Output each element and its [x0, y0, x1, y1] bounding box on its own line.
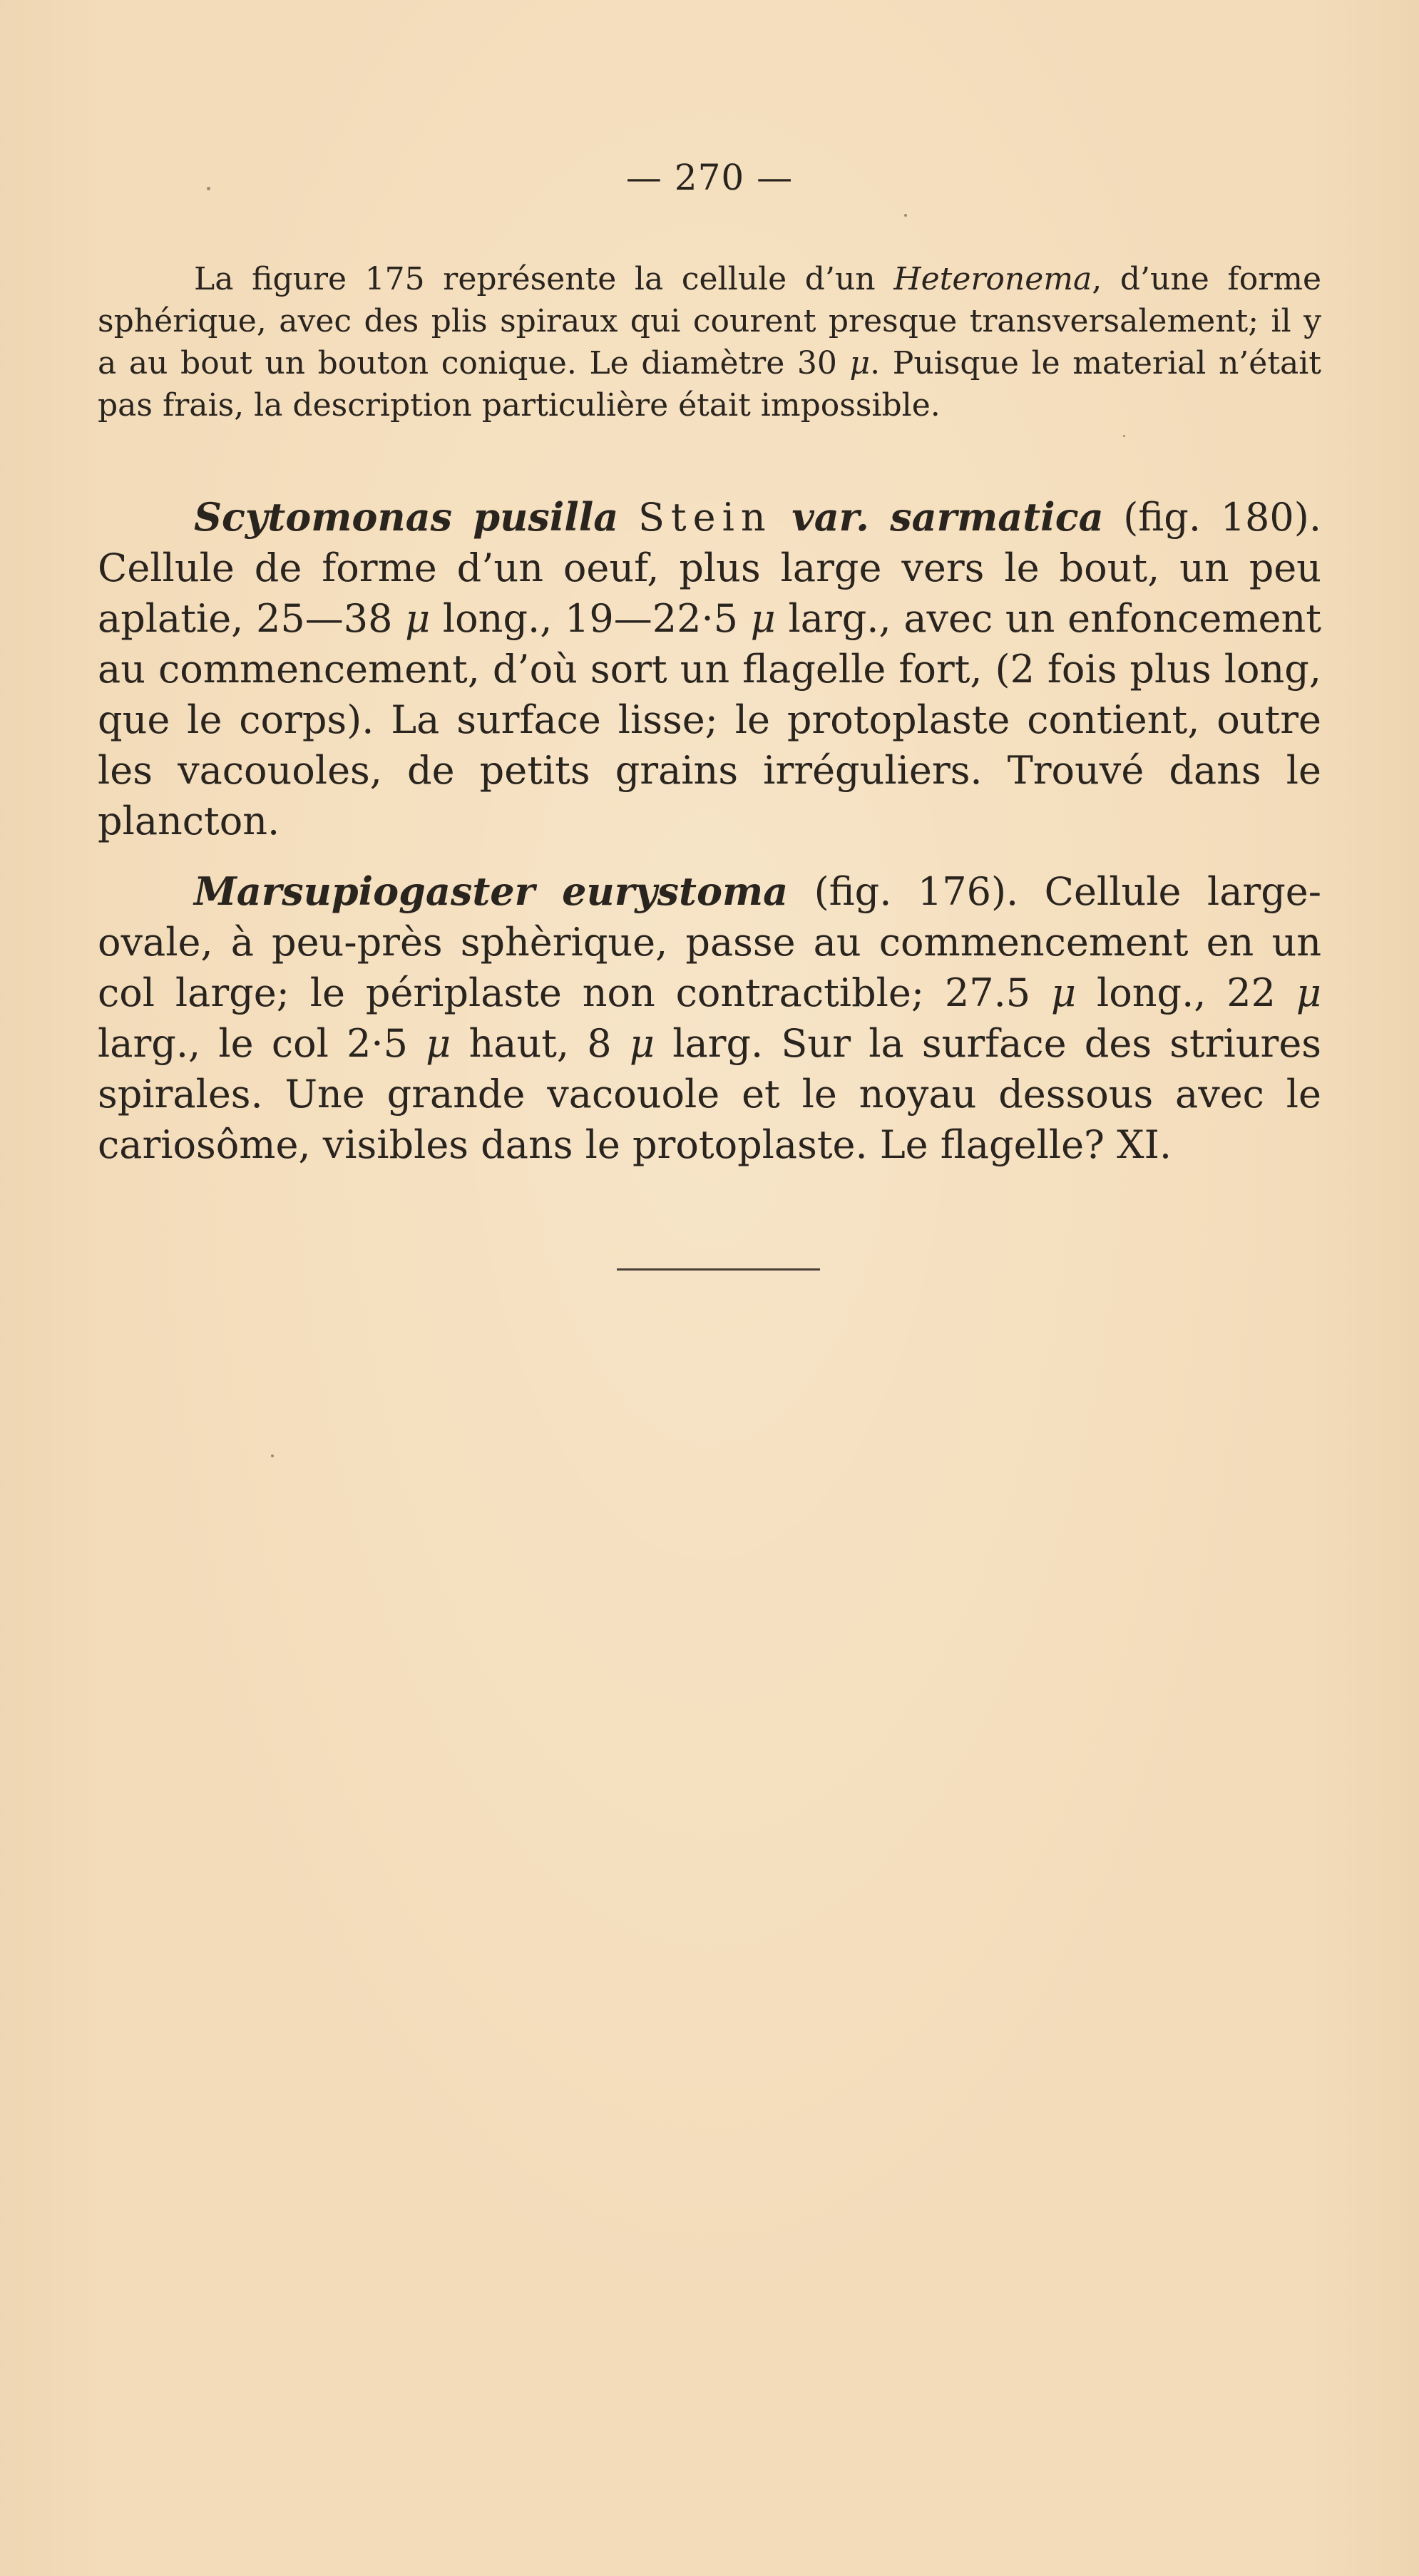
micron-symbol: μ — [629, 1021, 655, 1066]
section-divider — [617, 1268, 820, 1271]
species-name: Marsupiogaster eurystoma — [194, 868, 789, 914]
paragraph-heteronema — [98, 258, 1321, 426]
text-run — [772, 495, 792, 540]
text-run: , d’une forme sphérique, avec des plis spiraux qui courent presque transversalement; il y a au bout un bouton conique. Le diamètre 30 — [98, 261, 1321, 381]
paper-speck — [904, 214, 907, 217]
text-run — [618, 495, 638, 540]
text-run: larg., avec un enfoncement au commencement, d’où sort un flagelle fort, (2 fois plus long, que le corps). La surface lisse; le protoplaste contient, outre les vacouoles, de petits grains irréguliers. Trouvé dans le plancton. — [98, 596, 1321, 843]
text-run: long., 22 — [1076, 970, 1296, 1015]
micron-symbol: μ — [750, 596, 776, 641]
text-run: . Puisque le material n’était pas frais, la description particulière était impossible. — [98, 345, 1321, 424]
micron-symbol: μ — [849, 345, 871, 381]
species-name: Scytomonas pusilla — [194, 494, 619, 540]
paragraph-marsupiogaster — [98, 866, 1321, 1170]
micron-symbol: μ — [1051, 970, 1077, 1015]
micron-symbol: μ — [426, 1021, 451, 1066]
paper-speck — [271, 1454, 274, 1457]
text-run: haut, 8 — [451, 1021, 630, 1066]
text-run: (fig. 180). Cellule de forme d’un oeuf, plus large vers le bout, un peu aplatie, 25—38 — [98, 495, 1321, 641]
paragraph-scytomonas — [98, 492, 1321, 846]
genus-name: Heteronema — [893, 261, 1092, 297]
variety-name: var. sarmatica — [792, 494, 1104, 540]
page-number: — 270 — — [625, 157, 794, 198]
text-run: La figure 175 représente la cellule d’un — [194, 261, 894, 297]
text-run: larg., le col 2·5 — [98, 1021, 426, 1066]
micron-symbol: μ — [405, 596, 431, 641]
paper-speck — [1123, 435, 1125, 437]
micron-symbol: μ — [1296, 970, 1321, 1015]
paper-speck — [207, 187, 210, 190]
text-run: larg. Sur la surface des striures spirales. Une grande vacouole et le noyau dessous avec le cariosôme, visibles dans le protoplaste. Le flagelle? XI. — [98, 1021, 1321, 1167]
text-run: (fig. 176). Cellule large-ovale, à peu-près sphèrique, passe au commencement en un col large; le périplaste non contractible; 27.5 — [98, 869, 1321, 1015]
author-name: Stein — [637, 495, 772, 540]
text-run: long., 19—22·5 — [430, 596, 751, 641]
